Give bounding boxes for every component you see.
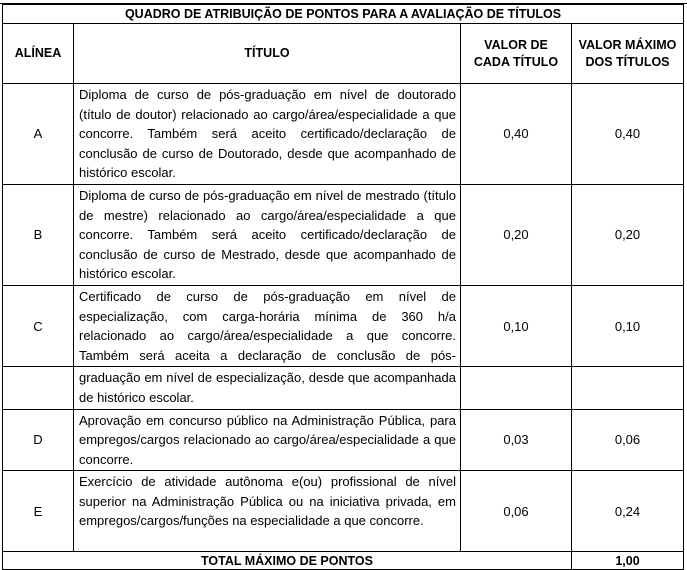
row-letter: E [3, 471, 74, 552]
row-letter: D [3, 409, 74, 471]
header-titulo: TÍTULO [74, 24, 461, 84]
total-value: 1,00 [572, 552, 684, 570]
header-valor-maximo [572, 24, 684, 84]
row-description: Diploma de curso de pós-graduação em nível de mestrado (título de mestre) relacionado ao cargo/área/especialidade a que concorre. Também será aceito certificado/declaração de conclusão de curso de Mestrado, desde que acompanhado de histórico escolar. [74, 184, 461, 285]
header-alinea: ALÍNEA [3, 24, 74, 84]
row-value: 0,20 [461, 184, 572, 285]
table-row [3, 285, 684, 366]
titles-points-table [2, 4, 684, 570]
row-max-value: 0,20 [572, 184, 684, 285]
header-valor-cada [461, 24, 572, 84]
row-value: 0,10 [461, 285, 572, 366]
row-letter: B [3, 184, 74, 285]
table-row [3, 471, 684, 552]
table-header-row [3, 24, 684, 84]
row-description: Diploma de curso de pós-graduação em nível de doutorado (título de doutor) relacionado ao cargo/área/especialidade a que concorre. Também será aceito certificado/declaração de conclusão de curso de Doutorado, desde que acompanhado de histórico escolar. [74, 84, 461, 185]
row-max-value: 0,24 [572, 471, 684, 552]
row-max-value: 0,10 [572, 285, 684, 366]
row-max-value: 0,06 [572, 409, 684, 471]
row-description: Exercício de atividade autônoma e(ou) profissional de nível superior na Administração Pública ou na iniciativa privada, em empregos/cargos/funções na especialidade a que concorre. [74, 471, 461, 552]
header-valor-maximo-text: VALOR MÁXIMO DOS TÍTULOS [578, 37, 677, 69]
table-title: QUADRO DE ATRIBUIÇÃO DE PONTOS PARA A AVALIAÇÃO DE TÍTULOS [3, 5, 684, 24]
row-letter: C [3, 285, 74, 366]
row-value: 0,06 [461, 471, 572, 552]
row-max-value: 0,40 [572, 84, 684, 185]
row-description: Certificado de curso de pós-graduação em nível de especialização, com carga-horária mínima de 360 h/a relacionado ao cargo/área/especialidade a que concorre. Também será aceita a declaração de conclusão de pós- [74, 285, 461, 366]
row-value-empty [461, 367, 572, 409]
table-row [3, 409, 684, 471]
row-value: 0,03 [461, 409, 572, 471]
row-letter-empty [3, 367, 74, 409]
total-label: TOTAL MÁXIMO DE PONTOS [3, 552, 572, 570]
row-description-continuation: graduação em nível de especialização, desde que acompanhada de histórico escolar. [74, 367, 461, 409]
header-valor-cada-text: VALOR DE CADA TÍTULO [473, 37, 559, 69]
table-title-row [3, 5, 684, 24]
row-max-value-empty [572, 367, 684, 409]
row-letter: A [3, 84, 74, 185]
table-row [3, 84, 684, 185]
table-row-continuation [3, 367, 684, 409]
row-value: 0,40 [461, 84, 572, 185]
table-row [3, 184, 684, 285]
row-description: Aprovação em concurso público na Administração Pública, para empregos/cargos relacionado ao cargo/área/especialidade a que concorre. [74, 409, 461, 471]
